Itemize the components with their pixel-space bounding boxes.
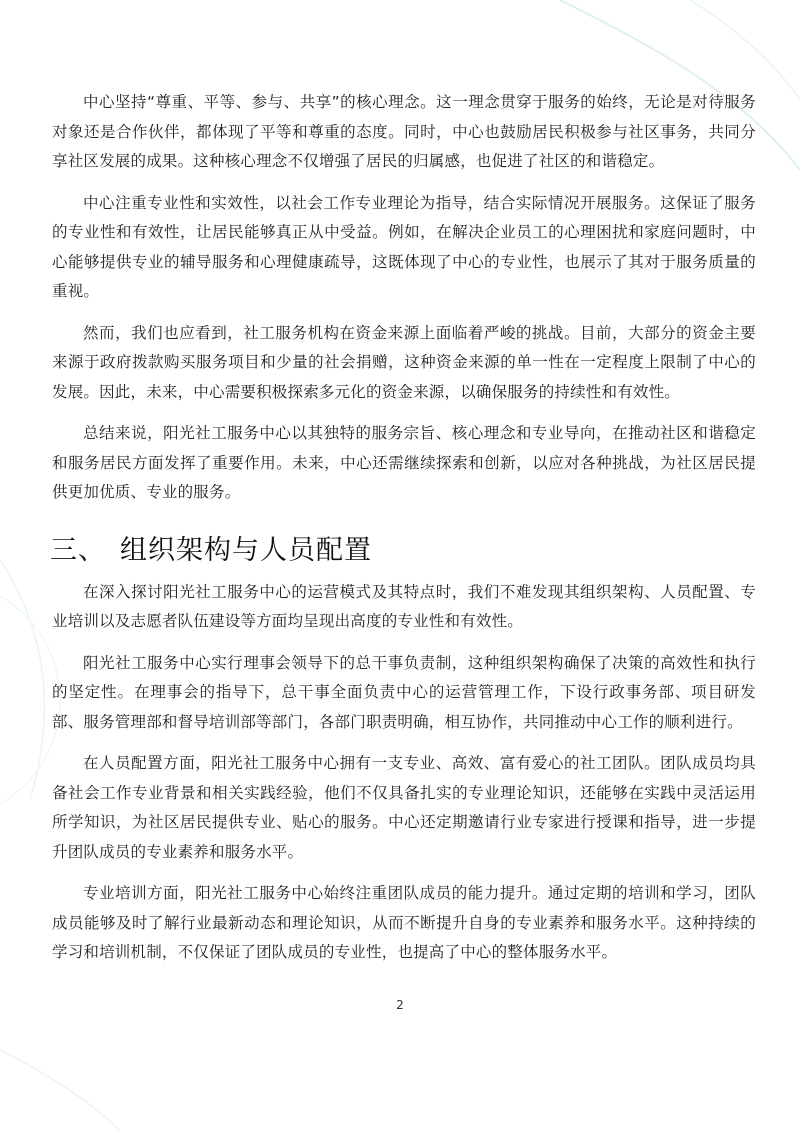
paragraph: 在深入探讨阳光社工服务中心的运营模式及其特点时，我们不难发现其组织架构、人员配置、专业培训以及志愿者队伍建设等方面均呈现出高度的专业性和有效性。 (52, 582, 756, 630)
paragraph: 总结来说，阳光社工服务中心以其独特的服务宗旨、核心理念和专业导向，在推动社区和谐稳定和服务居民方面发挥了重要作用。未来，中心还需继续探索和创新，以应对各种挑战，为社区居民提供更加优质、专业的服务。 (52, 424, 756, 501)
paragraph: 然而，我们也应看到，社工服务机构在资金来源上面临着严峻的挑战。目前，大部分的资金主要来源于政府拨款购买服务项目和少量的社会捐赠，这种资金来源的单一性在一定程度上限制了中心的发展。因此，未来，中心需要积极探索多元化的资金来源，以确保服务的持续性和有效性。 (52, 323, 756, 401)
paragraph: 中心注重专业性和实效性，以社会工作专业理论为指导，结合实际情况开展服务。这保证了服务的专业性和有效性，让居民能够真正从中受益。例如，在解决企业员工的心理困扰和家庭问题时，中心能够提供专业的辅导服务和心理健康疏导，这既体现了中心的专业性，也展示了其对于服务质量的重视。 (52, 193, 756, 300)
section-core-ideas (52, 88, 756, 508)
section-heading-number: 三、 (50, 534, 106, 566)
paragraph: 中心坚持“尊重、平等、参与、共享”的核心理念。这一理念贯穿于服务的始终，无论是对待服务对象还是合作伙伴，都体现了平等和尊重的态度。同时，中心也鼓励居民积极参与社区事务，共同分享社区发展的成果。这种核心理念不仅增强了居民的归属感，也促进了社区的和谐稳定。 (52, 93, 756, 170)
section-heading (50, 534, 756, 568)
paragraph: 专业培训方面，阳光社工服务中心始终注重团队成员的能力提升。通过定期的培训和学习，团队成员能够及时了解行业最新动态和理论知识，从而不断提升自身的专业素养和服务水平。这种持续的学习和培训机制，不仅保证了团队成员的专业性，也提高了中心的整体服务水平。 (52, 884, 756, 961)
paragraph: 阳光社工服务中心实行理事会领导下的总干事负责制，这种组织架构确保了决策的高效性和执行的坚定性。在理事会的指导下，总干事全面负责中心的运营管理工作，下设行政事务部、项目研发部、服务管理部和督导培训部等部门，各部门职责明确，相互协作，共同推动中心工作的顺利进行。 (52, 653, 756, 731)
section-heading-title: 组织架构与人员配置 (120, 534, 372, 566)
paragraph: 在人员配置方面，阳光社工服务中心拥有一支专业、高效、富有爱心的社工团队。团队成员均具备社会工作专业背景和相关实践经验，他们不仅具备扎实的专业理论知识，还能够在实践中灵活运用所学知识，为社区居民提供专业、贴心的服务。中心还定期邀请行业专家进行授课和指导，进一步提升团队成员的专业素养和服务水平。 (52, 754, 756, 861)
section-organization (52, 534, 756, 968)
document-page (52, 88, 756, 980)
page-number: 2 (396, 998, 404, 1012)
